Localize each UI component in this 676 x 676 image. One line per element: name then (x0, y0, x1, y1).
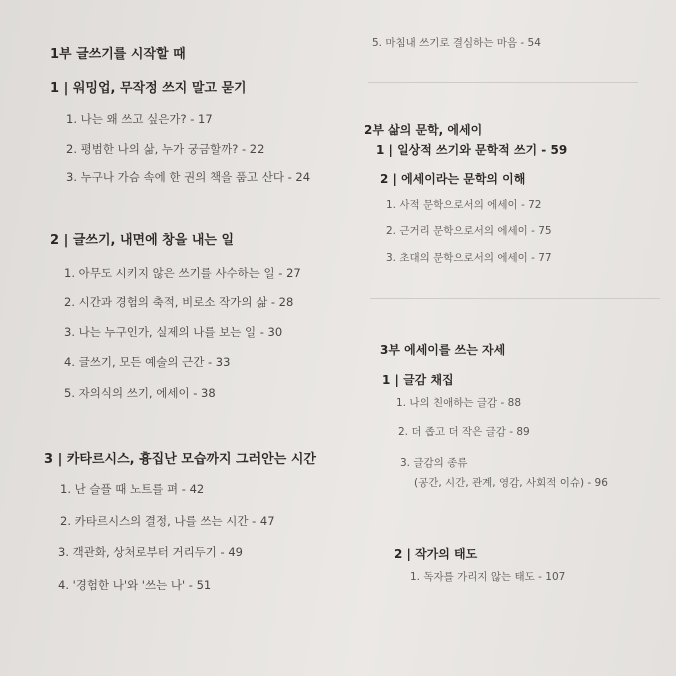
chapter-1-2-title: 2 | 글쓰기, 내면에 창을 내는 일 (50, 233, 235, 248)
chapter-1-1-title: 1 | 워밍업, 무작정 쓰지 말고 묻기 (50, 81, 247, 96)
toc-item: 2. 근거리 문학으로서의 에세이 - 75 (386, 225, 552, 237)
chapter-2-2-title: 2 | 에세이라는 문학의 이해 (380, 172, 526, 186)
toc-item: 1. 난 슬플 때 노트를 펴 - 42 (60, 482, 205, 496)
toc-item: (공간, 시간, 관계, 영감, 사회적 이슈) - 96 (414, 477, 608, 489)
toc-item: 3. 누구나 가슴 속에 한 권의 책을 품고 산다 - 24 (66, 170, 311, 184)
toc-item: 4. '경험한 나'와 '쓰는 나' - 51 (58, 578, 212, 592)
chapter-3-2-title: 2 | 작가의 태도 (394, 547, 478, 561)
toc-item: 4. 글쓰기, 모든 예술의 근간 - 33 (64, 355, 231, 369)
toc-item: 5. 마침내 쓰기로 결심하는 마음 - 54 (372, 37, 541, 49)
toc-item: 1. 나의 친애하는 글감 - 88 (396, 397, 521, 409)
toc-item: 2. 시간과 경험의 축적, 비로소 작가의 삶 - 28 (64, 295, 294, 309)
toc-item: 3. 초대의 문학으로서의 에세이 - 77 (386, 252, 552, 264)
toc-item: 3. 객관화, 상처로부터 거리두기 - 49 (58, 545, 243, 559)
toc-item: 1. 사적 문학으로서의 에세이 - 72 (386, 199, 542, 211)
toc-item: 1. 아무도 시키지 않은 쓰기를 사수하는 일 - 27 (64, 266, 301, 280)
chapter-1-3-title: 3 | 카타르시스, 흉집난 모습까지 그러안는 시간 (44, 452, 316, 467)
toc-item: 1. 독자를 가리지 않는 태도 - 107 (410, 571, 566, 583)
chapter-3-1-title: 1 | 글감 채집 (382, 373, 454, 387)
toc-item: 3. 글감의 종류 (400, 457, 468, 469)
toc-item: 2. 더 좁고 더 작은 글감 - 89 (398, 426, 530, 438)
part2-title: 2부 삶의 문학, 에세이 (364, 123, 483, 137)
toc-item: 1. 나는 왜 쓰고 싶은가? - 17 (66, 112, 213, 126)
toc-item: 3. 나는 누구인가, 실제의 나를 보는 일 - 30 (64, 325, 283, 339)
chapter-2-1-title: 1 | 일상적 쓰기와 문학적 쓰기 - 59 (376, 143, 568, 157)
part3-title: 3부 에세이를 쓰는 자세 (380, 343, 506, 357)
toc-item: 2. 평범한 나의 삶, 누가 궁금할까? - 22 (66, 142, 265, 156)
part1-title: 1부 글쓰기를 시작할 때 (50, 47, 186, 62)
section-divider (370, 298, 660, 299)
section-divider (368, 82, 638, 83)
toc-item: 2. 카타르시스의 결정, 나를 쓰는 시간 - 47 (60, 514, 275, 528)
toc-item: 5. 자의식의 쓰기, 에세이 - 38 (64, 386, 216, 400)
